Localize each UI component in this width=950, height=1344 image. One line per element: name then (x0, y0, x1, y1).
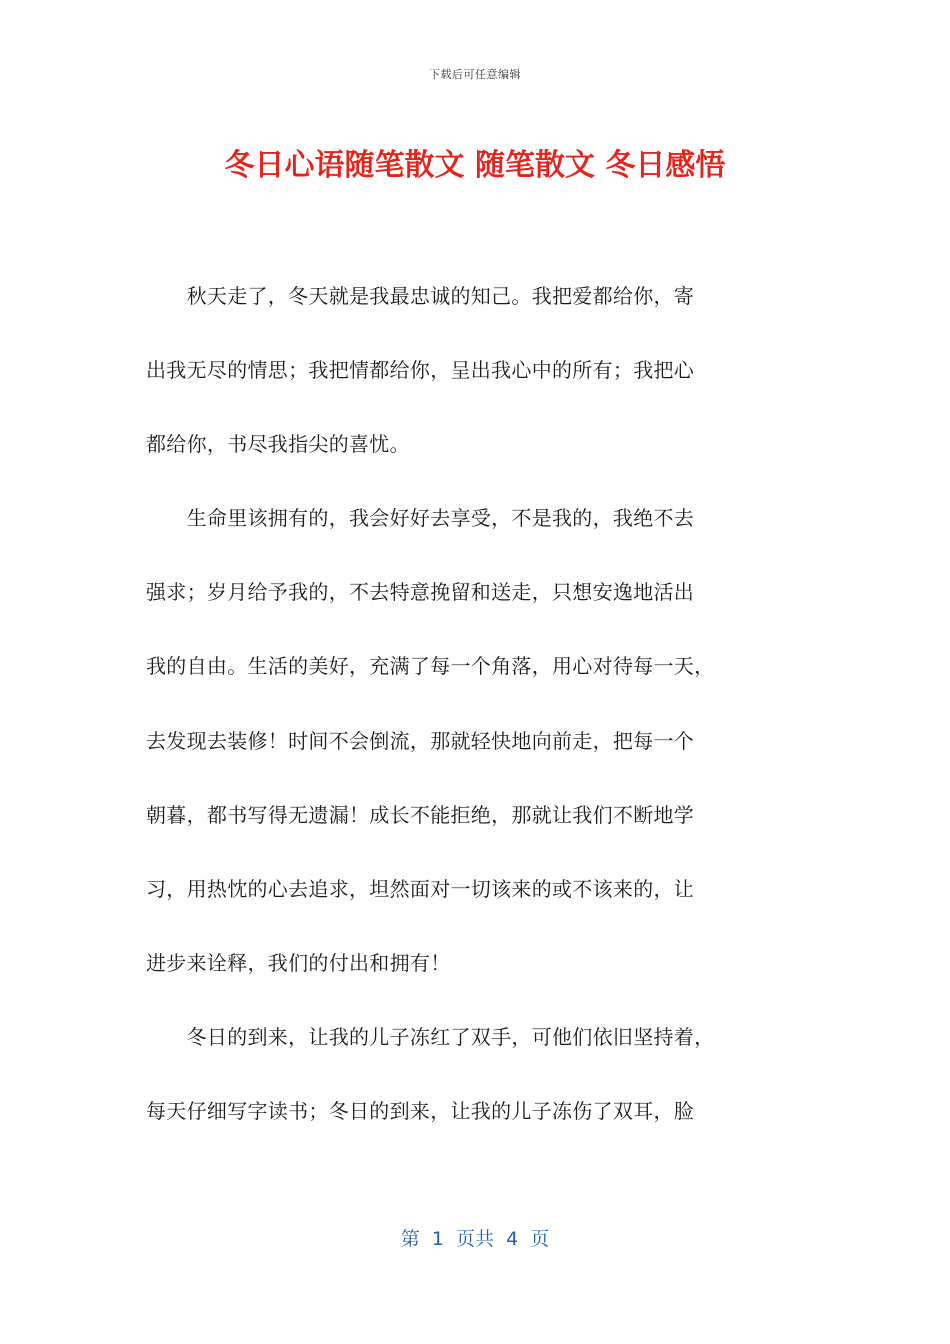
body-line: 秋天走了，冬天就是我最忠诚的知己。我把爱都给你，寄 (146, 284, 695, 308)
document-title: 冬日心语随笔散文 随笔散文 冬日感悟 (224, 148, 726, 183)
body-line: 都给你，书尽我指尖的喜忧。 (146, 432, 410, 456)
body-line: 每天仔细写字读书；冬日的到来，让我的儿子冻伤了双耳，脸 (146, 1099, 695, 1123)
header-note: 下载后可任意编辑 (429, 68, 521, 81)
page-number-footer: 第 1 页共 4 页 (400, 1228, 550, 1250)
body-line: 去发现去装修！时间不会倒流，那就轻快地向前走，把每一个 (146, 729, 695, 753)
body-line: 习，用热忱的心去追求，坦然面对一切该来的或不该来的，让 (146, 877, 695, 901)
body-line: 进步来诠释，我们的付出和拥有！ (146, 951, 451, 975)
body-line: 强求；岁月给予我的，不去特意挽留和送走，只想安逸地活出 (146, 580, 695, 604)
body-line: 冬日的到来，让我的儿子冻红了双手，可他们依旧坚持着， (146, 1025, 715, 1049)
body-line: 出我无尽的情思；我把情都给你，呈出我心中的所有；我把心 (146, 358, 695, 382)
body-line: 生命里该拥有的，我会好好去享受，不是我的，我绝不去 (146, 506, 695, 530)
body-line: 朝暮，都书写得无遗漏！成长不能拒绝，那就让我们不断地学 (146, 803, 695, 827)
body-line: 我的自由。生活的美好，充满了每一个角落，用心对待每一天， (146, 654, 715, 678)
